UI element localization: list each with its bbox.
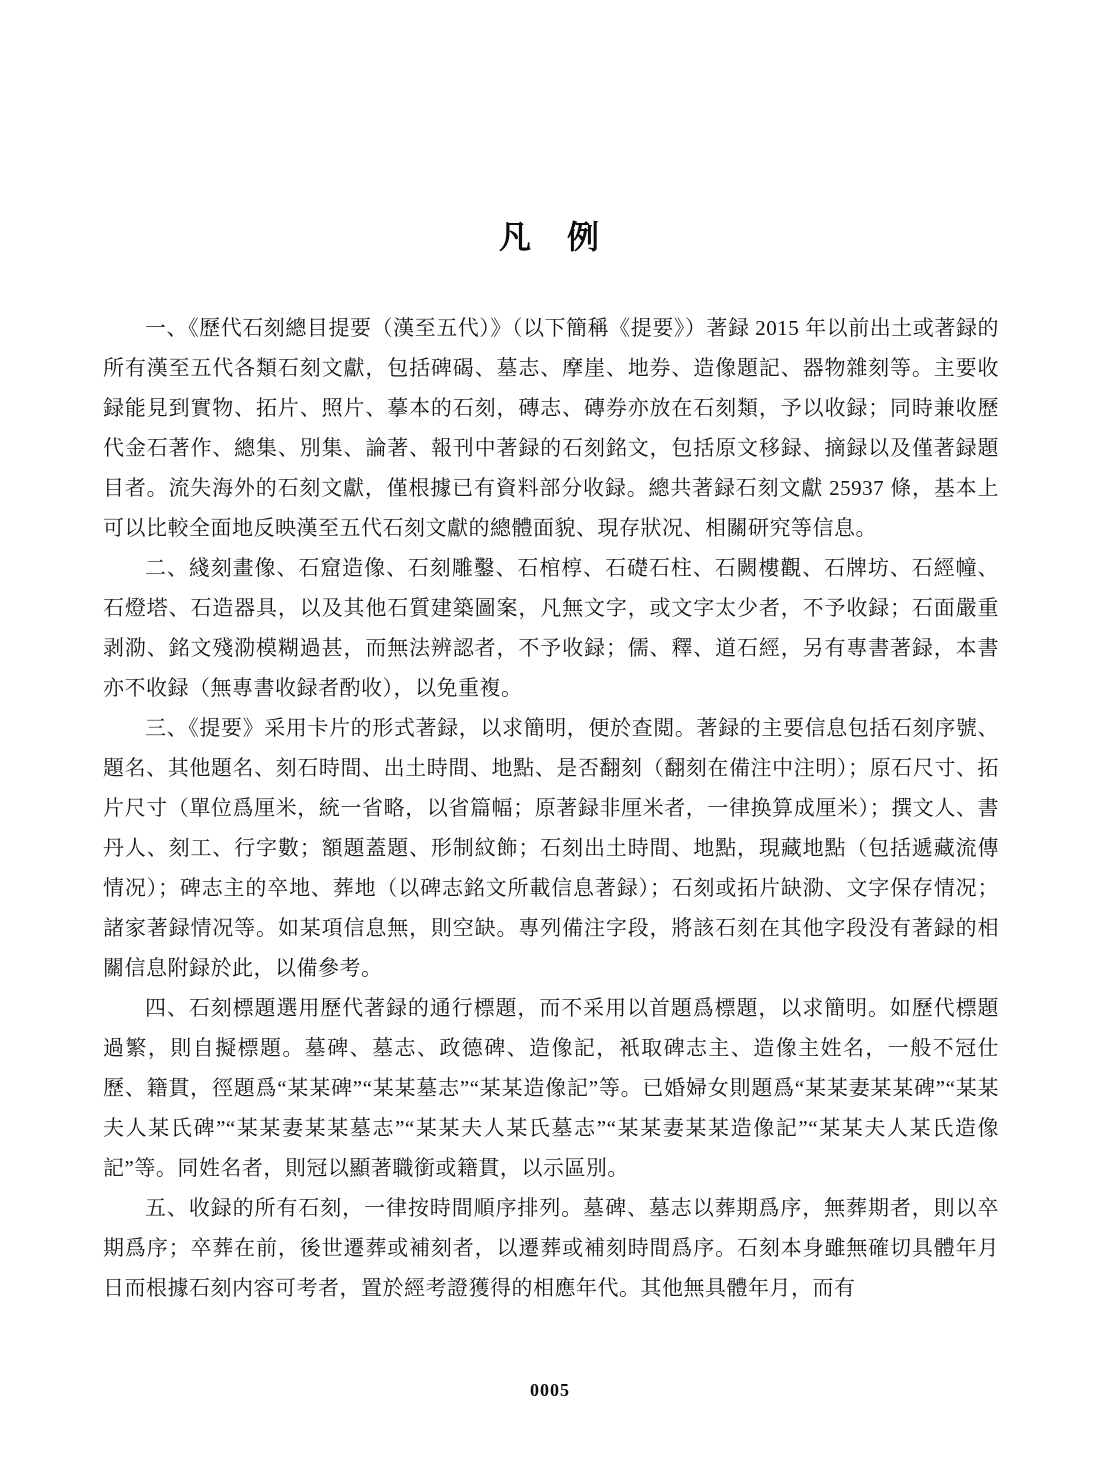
paragraph-4: 四、石刻標題選用歷代著録的通行標題，而不采用以首題爲標題，以求簡明。如歷代標題過繁，則自擬標題。墓碑、墓志、政德碑、造像記，衹取碑志主、造像主姓名，一般不冠仕歷、籍貫，徑題爲“某某碑”“某某墓志”“某某造像記”等。已婚婦女則題爲“某某妻某某碑”“某某夫人某氏碑”“某某妻某某墓志”“某某夫人某氏墓志”“某某妻某某造像記”“某某夫人某氏造像記”等。同姓名者，則冠以顯著職銜或籍貫，以示區別。 (103, 996, 999, 1180)
paragraph-3: 三、《提要》采用卡片的形式著録，以求簡明，便於查閲。著録的主要信息包括石刻序號、題名、其他題名、刻石時間、出土時間、地點、是否翻刻（翻刻在備注中注明）；原石尺寸、拓片尺寸（單位爲厘米，統一省略，以省篇幅；原著録非厘米者，一律换算成厘米）；撰文人、書丹人、刻工、行字數；額題蓋題、形制紋飾；石刻出土時間、地點，現藏地點（包括遞藏流傳情况）；碑志主的卒地、葬地（以碑志銘文所載信息著録）；石刻或拓片缺泐、文字保存情况；諸家著録情况等。如某項信息無，則空缺。專列備注字段，將該石刻在其他字段没有著録的相關信息附録於此，以備參考。 (103, 716, 999, 980)
paragraph-5: 五、收録的所有石刻，一律按時間順序排列。墓碑、墓志以葬期爲序，無葬期者，則以卒期爲序；卒葬在前，後世遷葬或補刻者，以遷葬或補刻時間爲序。石刻本身雖無確切具體年月日而根據石刻内容可考者，置於經考證獲得的相應年代。其他無具體年月，而有 (103, 1196, 999, 1300)
paragraph-2: 二、綫刻畫像、石窟造像、石刻雕鑿、石棺椁、石礎石柱、石闕樓觀、石牌坊、石經幢、石燈塔、石造器具，以及其他石質建築圖案，凡無文字，或文字太少者，不予收録；石面嚴重剥泐、銘文殘泐模糊過甚，而無法辨認者，不予收録；儒、釋、道石經，另有專書著録，本書亦不收録（無專書收録者酌收），以免重複。 (103, 556, 999, 700)
body-text (103, 308, 999, 1308)
page-title: 凡 例 (498, 219, 601, 255)
page-number: 0005 (530, 1380, 570, 1400)
paragraph-1: 一、《歷代石刻總目提要（漢至五代）》（以下簡稱《提要》）著録 2015 年以前出土或著録的所有漢至五代各類石刻文獻，包括碑碣、墓志、摩崖、地券、造像題記、器物雜刻等。主要收録能見到實物、拓片、照片、摹本的石刻，磚志、磚券亦放在石刻類，予以收録；同時兼收歷代金石著作、總集、別集、論著、報刊中著録的石刻銘文，包括原文移録、摘録以及僅著録題目者。流失海外的石刻文獻，僅根據已有資料部分收録。總共著録石刻文獻 25937 條，基本上可以比較全面地反映漢至五代石刻文獻的總體面貌、現存狀况、相關研究等信息。 (103, 316, 999, 540)
